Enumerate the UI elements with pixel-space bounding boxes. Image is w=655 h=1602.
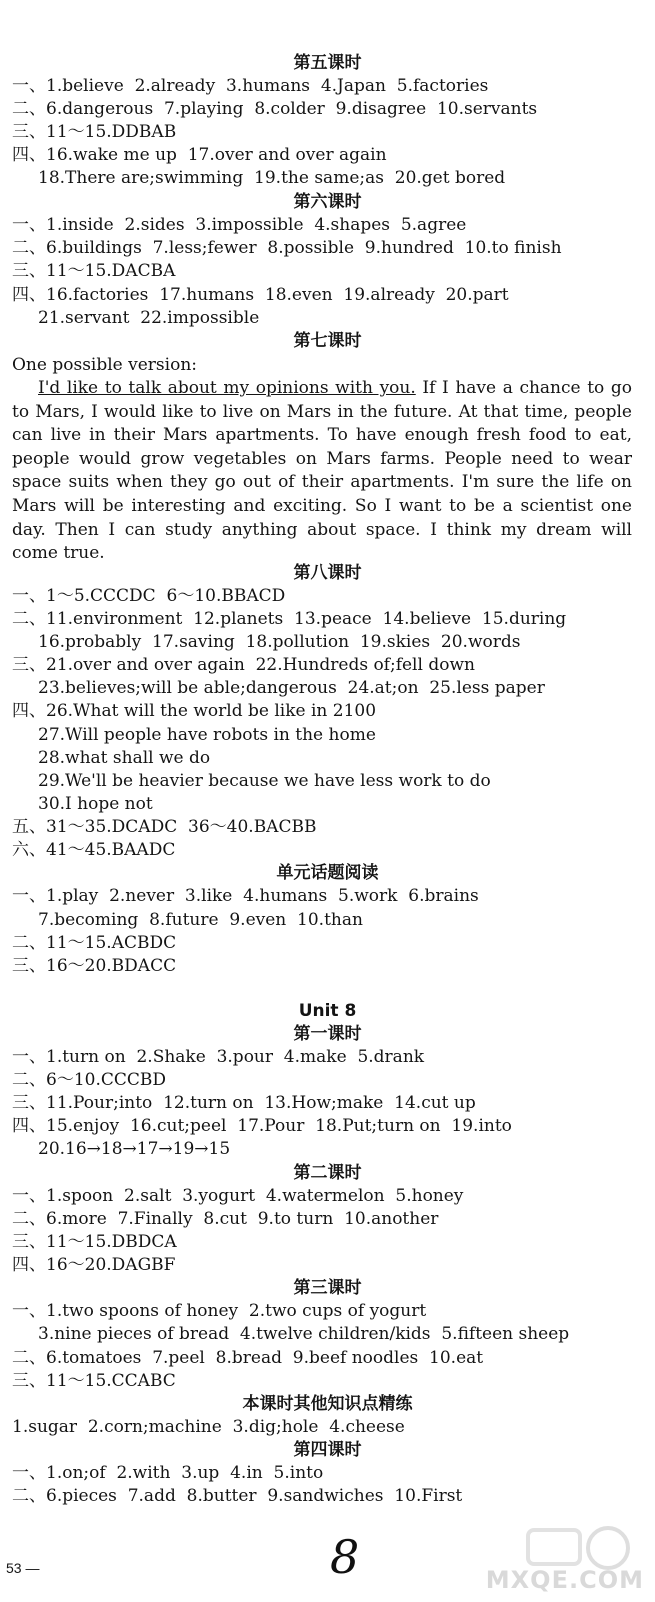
answer-line: 四、15.enjoy 16.cut;peel 17.Pour 18.Put;turn on 19.into: [12, 1116, 512, 1136]
section-title-u8-lesson2: 第二课时: [293, 1163, 362, 1183]
answer-line: 二、6.pieces 7.add 8.butter 9.sandwiches 10.First: [12, 1486, 463, 1506]
answer-line: 六、41～45.BAADC: [12, 840, 176, 860]
answer-line: 21.servant 22.impossible: [38, 308, 260, 328]
answer-line: 二、6.more 7.Finally 8.cut 9.to turn 10.another: [12, 1209, 439, 1229]
essay-body: If I have a chance to go to Mars, I would like to live on Mars in the future. At that time, people can live in their Mars apartments. To have enough fresh food to eat, people would grow vegetables on Mars farms. People need to wear space suits when they go out of their apartments. I'm sure the life on Mars will be interesting and exciting. So I want to be a scientist one day. Then I can study anything about space. I think my dream will come true.: [12, 378, 633, 564]
answer-line: 三、11～15.DDBAB: [12, 122, 177, 142]
answer-line: 一、1.spoon 2.salt 3.yogurt 4.watermelon 5.honey: [12, 1186, 464, 1206]
answer-line: 二、11～15.ACBDC: [12, 933, 177, 953]
answer-line: 二、6.dangerous 7.playing 8.colder 9.disagree 10.servants: [12, 99, 538, 119]
answer-line: 二、11.environment 12.planets 13.peace 14.believe 15.during: [12, 609, 567, 629]
section-title-u8-lesson1: 第一课时: [293, 1024, 362, 1044]
answer-line: 二、6～10.CCCBD: [12, 1070, 166, 1090]
answer-line: 一、1.two spoons of honey 2.two cups of yogurt: [12, 1301, 427, 1321]
answer-line: 二、6.tomatoes 7.peel 8.bread 9.beef noodles 10.eat: [12, 1348, 484, 1368]
section-title-extra-practice: 本课时其他知识点精练: [242, 1394, 413, 1414]
essay-paragraph: [12, 377, 632, 566]
answer-line: 三、11～15.DBDCA: [12, 1232, 177, 1252]
watermark-text: MXQE.COM: [485, 1566, 644, 1594]
watermark-logo: [485, 1518, 650, 1598]
answer-line: 一、1.play 2.never 3.like 4.humans 5.work 6.brains: [12, 886, 479, 906]
answer-line: 三、21.over and over again 22.Hundreds of;fell down: [12, 655, 475, 675]
answer-line: 16.probably 17.saving 18.pollution 19.skies 20.words: [38, 632, 521, 652]
essay-underlined-sentence: I'd like to talk about my opinions with you.: [38, 378, 416, 398]
answer-line: 27.Will people have robots in the home: [38, 725, 376, 745]
answer-line: 三、11～15.CCABC: [12, 1371, 176, 1391]
answer-line: 20.16→18→17→19→15: [38, 1139, 231, 1159]
answer-line: 二、6.buildings 7.less;fewer 8.possible 9.hundred 10.to finish: [12, 238, 562, 258]
section-title-lesson8: 第八课时: [293, 563, 362, 583]
section-title-u8-lesson3: 第三课时: [293, 1278, 362, 1298]
section-title-lesson7: 第七课时: [293, 331, 362, 351]
answer-line: 18.There are;swimming 19.the same;as 20.get bored: [38, 168, 506, 188]
answer-line: 一、1～5.CCCDC 6～10.BBACD: [12, 586, 286, 606]
section-title-u8-lesson4: 第四课时: [293, 1440, 362, 1460]
section-title-reading: 单元话题阅读: [276, 863, 379, 883]
answer-line: 四、26.What will the world be like in 2100: [12, 701, 377, 721]
answer-line: 三、11.Pour;into 12.turn on 13.How;make 14.cut up: [12, 1093, 476, 1113]
answer-line: 1.sugar 2.corn;machine 3.dig;hole 4.cheese: [12, 1417, 405, 1437]
answer-line: 一、1.inside 2.sides 3.impossible 4.shapes 5.agree: [12, 215, 467, 235]
answer-line: 7.becoming 8.future 9.even 10.than: [38, 910, 363, 930]
answer-line: 28.what shall we do: [38, 748, 211, 768]
answer-line: 四、16～20.DAGBF: [12, 1255, 176, 1275]
answer-line: 一、1.believe 2.already 3.humans 4.Japan 5.factories: [12, 76, 489, 96]
answer-line: 23.believes;will be able;dangerous 24.at;on 25.less paper: [38, 678, 545, 698]
answer-line: 三、16～20.BDACC: [12, 956, 177, 976]
answer-line: 29.We'll be heavier because we have less work to do: [38, 771, 491, 791]
answer-line: 30.I hope not: [38, 794, 153, 814]
answer-line: 一、1.on;of 2.with 3.up 4.in 5.into: [12, 1463, 324, 1483]
page-number: 53 —: [6, 1560, 40, 1576]
answer-line: 四、16.factories 17.humans 18.even 19.already 20.part: [12, 285, 509, 305]
unit-title: Unit 8: [298, 1001, 357, 1021]
section-title-lesson5: 第五课时: [293, 53, 362, 73]
answer-line: 一、1.turn on 2.Shake 3.pour 4.make 5.drank: [12, 1047, 425, 1067]
answer-line: 3.nine pieces of bread 4.twelve children/kids 5.fifteen sheep: [38, 1324, 570, 1344]
answer-line: 三、11～15.DACBA: [12, 261, 176, 281]
section-title-lesson6: 第六课时: [293, 192, 362, 212]
essay-intro: One possible version:: [12, 355, 197, 375]
handwritten-mark: 8: [330, 1530, 360, 1584]
answer-line: 四、16.wake me up 17.over and over again: [12, 145, 387, 165]
answer-line: 五、31～35.DCADC 36～40.BACBB: [12, 817, 317, 837]
